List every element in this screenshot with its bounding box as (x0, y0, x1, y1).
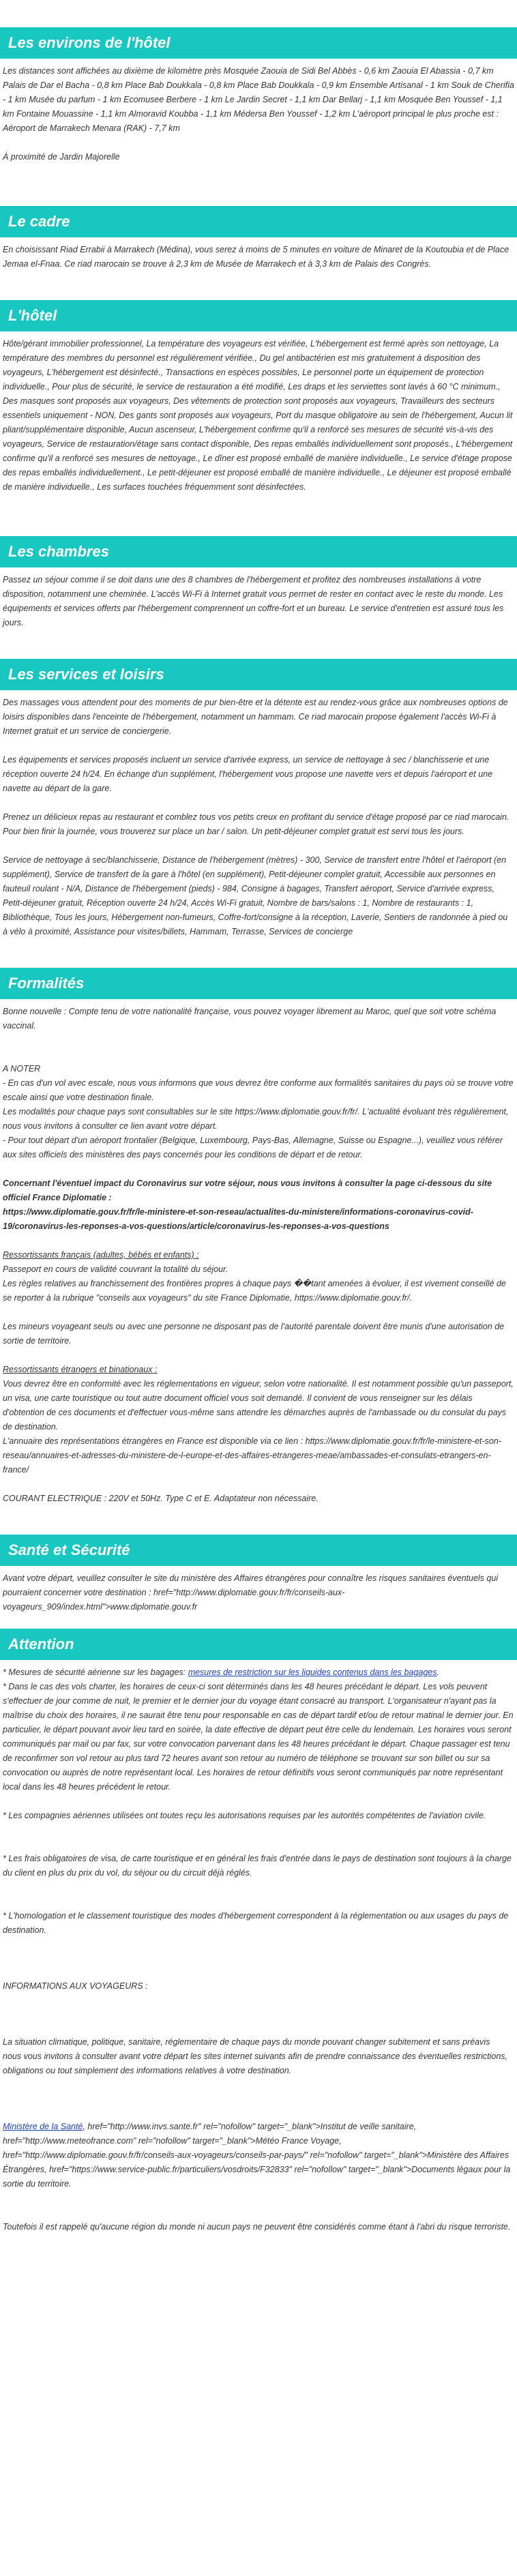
note-line-3: - Pour tout départ d'un aéroport frontalier (Belgique, Luxembourg, Pays-Bas, Allemagne, Suisse ou Espagne...), veuillez vous référer aux sites officiels des ministères des pays concernés pour les conditions de départ et de retour. (3, 1136, 503, 1159)
section-title-environs: Les environs de l'hôtel (0, 27, 517, 59)
section-chambres (0, 536, 517, 630)
section-title-hotel: L'hôtel (0, 300, 517, 331)
terrorism-notice: Toutefois il est rappelé qu'aucune région du monde ni aucun pays ne peuvent être considérés comme étant à l'abri du risque terroriste. (3, 2222, 511, 2232)
note-heading: A NOTER (3, 1064, 41, 1074)
section-title-attention: Attention (0, 1629, 517, 1660)
section-title-cadre: Le cadre (0, 206, 517, 237)
covid-notice: Concernant l'éventuel impact du Coronavirus sur votre séjour, nous vous invitons à consulter la page ci-dessous du site officiel France Diplomatie : (3, 1179, 492, 1202)
covid-url: https://www.diplomatie.gouv.fr/fr/le-ministere-et-son-reseau/actualites-du-ministere/informations-coronavirus-covid-19/coronavirus-les-reponses-a-vos-questions/article/coronavirus-les-reponses-a-vos-questions (3, 1207, 473, 1231)
french-nationals-line-2: Les règles relatives au franchissement des frontières propres à chaque pays ��tant amenées à évoluer, il est vivement conseillé de se reporter à la rubrique "conseils aux voyageurs" du site France Diplomatie, https://www.diplomatie.gouv.fr/. (3, 1279, 506, 1303)
section-formalites (0, 968, 517, 1506)
foreign-nationals-heading: Ressortissants étrangers et binationaux : (3, 1365, 158, 1374)
hotel-text: Hôte/gérant immobilier professionnel, La température des voyageurs est vérifiée, L'hébergement est fermé après son nettoyage, La température des membres du personnel est régulièrement vérifiée., Du gel antibactérien est mis gratuitement à disposition des voyageurs, L'hébergement est désinfecté., Transactions en espèces possibles, Le personnel porte un équipement de protection individuelle., Pour plus de sécurité, le service de restauration a été modifié, Les draps et les serviettes sont lavés à 60 °C minimum., Des masques sont proposés aux voyageurs, Des vêtements de protection sont proposés aux voyageurs, Travailleurs des secteurs essentiels uniquement - NON, Des gants sont proposés aux voyageurs, Port du masque obligatoire au sein de l'hébergement, Aucun lit pliant/supplémentaire disponible, Aucun ascenseur, L'hébergement confirme qu'il a renforcé ses mesures de sécurité vis-à-vis des voyageurs, Service de restauration/étage sans contact disponible, Des repas emballés individuellement sont proposés., L'hébergement confirme qu'il a renforcé ses mesures de nettoyage., Le dîner est proposé emballé de manière individuelle., Le service d'étage propose des repas emballés individuellement., Le petit-déjeuner est proposé emballé de manière individuelle., Le déjeuner est proposé emballé de manière individuelle., Les surfaces touchées fréquemment sont désinfectées. (3, 339, 513, 492)
note-line-2: Les modalités pour chaque pays sont consultables sur le site https://www.diplomatie.gouv.fr/fr/. L'actualité évoluant très régulièrement, nous vous invitons à consulter ce lien avant votre départ. (3, 1107, 509, 1131)
visa-fees-notice: * Les frais obligatoires de visa, de carte touristique et en général les frais d'entrée dans le pays de destination sont toujours à la charge du client en plus du prix du vol, du séjour ou du circuit déjà réglés. (3, 1854, 512, 1878)
baggage-suffix: . (437, 1668, 439, 1677)
ministry-health-link[interactable]: Ministère de la Santé (3, 2122, 83, 2131)
section-services (0, 659, 517, 939)
official-links-rest: , href="http://www.invs.sante.fr" rel="nofollow" target="_blank">Institut de veille sanitaire, href="http://www.meteofrance.com" rel="nofollow" target="_blank">Météo France Voyage, href="http://www.diplomatie.gouv.fr/fr/conseils-aux-voyageurs/conseils-par-pays/" rel="nofollow" target="_blank">Ministère des Affaires Étrangères, href="https://www.service-public.fr/particuliers/vosdroits/F32833" rel="nofollow" target="_blank">Documents légaux pour la sortie du territoire. (3, 2122, 511, 2189)
formalites-intro: Bonne nouvelle : Compte tenu de votre nationalité française, vous pouvez voyager librement au Maroc, quel que soit votre schéma vaccinal. (3, 1007, 497, 1031)
environs-nearby: À proximité de Jardin Majorelle (3, 152, 120, 162)
accommodation-classification: * L'homologation et le classement touristique des modes d'hébergement correspondent à la réglementation ou aux usages du pays de destination. (3, 1911, 509, 1935)
section-title-chambres: Les chambres (0, 536, 517, 567)
section-sante (0, 1535, 517, 1614)
services-paragraph-2: Les équipements et services proposés incluent un service d'arrivée express, un service de nettoyage à sec / blanchisserie et une réception ouverte 24 h/24. En échange d'un supplément, l'hébergement vous propose une navette vers et depuis l'aéroport et une navette au départ de la gare. (3, 755, 493, 793)
services-paragraph-3: Prenez un délicieux repas au restaurant et comblez tous vos petits creux en profitant du service d'étage proposé par ce riad marocain. Pour bien finir la journée, vous trouverez sur place un bar / salon. Un petit-déjeuner complet gratuit est servi tous les jours. (3, 812, 509, 836)
baggage-prefix: * Mesures de sécurité aérienne sur les bagages: (3, 1668, 188, 1677)
french-nationals-heading: Ressortissants français (adultes, bébés et enfants) : (3, 1250, 199, 1260)
traveler-info-line-1: La situation climatique, politique, sanitaire, réglementaire de chaque pays du monde pouvant changer subitement et sans préavis (3, 2037, 490, 2047)
cadre-text: En choisissant Riad Errabii à Marrakech (Médina), vous serez à moins de 5 minutes en voiture de Minaret de la Koutoubia et de Place Jemaa el-Fnaa. Ce riad marocain se trouve à 2,3 km de Musée de Marrakech et à 3,3 km de Palais des Congrès. (3, 245, 509, 269)
note-line-1: - En cas d'un vol avec escale, nous vous informons que vous devrez être conforme aux formalités sanitaires du pays où se trouve votre escale ainsi que votre destination finale. (3, 1078, 514, 1102)
services-paragraph-4: Service de nettoyage à sec/blanchisserie, Distance de l'hébergement (mètres) - 300, Service de transfert entre l'hôtel et l'aéroport (en supplément), Service de transfert de la gare à l'hôtel (en supplément), Petit-déjeuner complet gratuit, Accessible aux personnes en fauteuil roulant - N/A, Distance de l'hébergement (pieds) - 984, Consigne à bagages, Transfert aéroport, Service d'arrivée express, Petit-déjeuner gratuit, Réception ouverte 24 h/24, Accès Wi-Fi gratuit, Nombre de bars/salons : 1, Nombre de restaurants : 1, Bibliothèque, Tous les jours, Hébergement non-fumeurs, Coffre-fort/consigne à la réception, Laverie, Sentiers de randonnée à pied ou à vélo à proximité, Assistance pour visites/billets, Hammam, Terrasse, Services de concierge (3, 855, 508, 936)
liquids-restriction-link[interactable]: mesures de restriction sur les liquides contenus dans les bagages (188, 1668, 437, 1677)
services-paragraph-1: Des massages vous attendent pour des moments de pur bien-être et la détente est au rendez-vous grâce aux nombreuses options de loisirs disponibles dans l'enceinte de l'hébergement, notamment un hammam. Ce riad marocain propose également l'accès Wi-Fi à Internet gratuit et un service de conciergerie. (3, 698, 508, 736)
electric-current: COURANT ELECTRIQUE : 220V et 50Hz. Type C et E. Adaptateur non nécessaire. (3, 1494, 319, 1503)
foreign-nationals-line-2: L'annuaire des représentations étrangères en France est disponible via ce lien : https://www.diplomatie.gouv.fr/fr/le-ministere-et-son-reseau/annuaires-et-adresses-du-ministere-de-l-europe-et-des-affaires-etrangeres-meae/ambassades-et-consulats-etrangers-en-france/ (3, 1436, 501, 1475)
section-hotel (0, 300, 517, 494)
section-attention (0, 1629, 517, 2234)
foreign-nationals-line-1: Vous devrez être en conformité avec les réglementations en vigueur, selon votre nationalité. Il est notamment possible qu'un passeport, un visa, une carte touristique ou tout autre document officiel vous soit demandé. Il convient de vous renseigner sur les délais d'obtention de ces documents et d'effectuer vous-même sans attendre les démarches auprès de l'ambassade ou du consulat du pays de destination. (3, 1379, 514, 1432)
french-nationals-line-1: Passeport en cours de validité couvrant la totalité du séjour. (3, 1264, 228, 1274)
french-nationals-line-3: Les mineurs voyageant seuls ou avec une personne ne disposant pas de l'autorité parentale doivent être munis d'une autorisation de sortie de territoire. (3, 1322, 505, 1346)
section-title-sante: Santé et Sécurité (0, 1535, 517, 1566)
section-cadre (0, 206, 517, 271)
traveler-info-heading: INFORMATIONS AUX VOYAGEURS : (3, 1981, 148, 1991)
baggage-security (3, 1665, 514, 1680)
traveler-info-line-2: nous vous invitons à consulter avant votre départ les sites internet suivants afin de prendre connaissance des éventuelles restrictions, obligations ou tout simplement des informations relatives à votre destination. (3, 2052, 507, 2075)
section-environs (0, 0, 517, 164)
environs-distances: Les distances sont affichées au dixième de kilomètre près Mosquée Zaouia de Sidi Bel Abbès - 0,6 km Zaouia El Abassia - 0,7 km Palais de Dar el Bacha - 0,8 km Place Bab Doukkala - 0,8 km Place Bab Doukkala - 0,9 km Ensemble Artisanal - 1 km Souk de Cherifia - 1 km Musée du parfum - 1 km Ecomusee Berbere - 1 km Le Jardin Secret - 1,1 km Dar Bellarj - 1,1 km Mosquée Ben Youssef - 1,1 km Fontaine Mouassine - 1,1 km Almoravid Koubba - 1,1 km Médersa Ben Youssef - 1,2 km L'aéroport principal le plus proche est : Aéroport de Marrakech Menara (RAK) - 7,7 km (3, 66, 514, 133)
sante-text: Avant votre départ, veuillez consulter le site du ministère des Affaires étrangères pour connaître les risques sanitaires éventuels qui pourraient concerner votre destination : href="http://www.diplomatie.gouv.fr/fr/conseils-aux-voyageurs_909/index.html">www.diplomatie.gouv.fr (3, 1573, 499, 1612)
section-title-formalites: Formalités (0, 968, 517, 999)
official-links (3, 2120, 514, 2191)
charter-flights-notice: * Dans le cas des vols charter, les horaires de ceux-ci sont déterminés dans les 48 heures précédant le départ. Les vols peuvent s'effectuer de jour comme de nuit, le premier et le dernier jour du voyage étant consacré au transport. L'organisateur n'ayant pas la maîtrise du choix des horaires, il ne saurait être tenu pour responsable en cas de départ tardif et/ou de retour matinal le dernier jour. En particulier, le départ pouvant avoir lieu tard en soirée, la date effective de départ peut être celle du lendemain. Les horaires vous seront communiqués par mail ou par fax, sur votre convocation parvenant dans les 48 heures précédant le départ. Chaque passager est tenu de reconfirmer son vol retour au plus tard 72 heures avant son retour au numéro de téléphone se trouvant sur son billet ou sur sa convocation ou auprès de notre représentant local. Les horaires de retour définitifs vous seront communiqués par notre représentant local dans les 48 heures précédent le retour. (3, 1682, 514, 1792)
chambres-text: Passez un séjour comme il se doit dans une des 8 chambres de l'hébergement et profitez des nombreuses installations à votre disposition, notamment une cheminée. L'accès Wi-Fi à Internet gratuit vous permet de rester en contact avec le reste du monde. Les équipements et services offerts par l'hébergement comprennent un coffre-fort et un bureau. Le service d'entretien est assuré tous les jours. (3, 575, 504, 627)
section-title-services: Les services et loisirs (0, 659, 517, 690)
airlines-authorization: * Les compagnies aériennes utilisées ont toutes reçu les autorisations requises par les autorités compétentes de l'aviation civile. (3, 1811, 486, 1820)
